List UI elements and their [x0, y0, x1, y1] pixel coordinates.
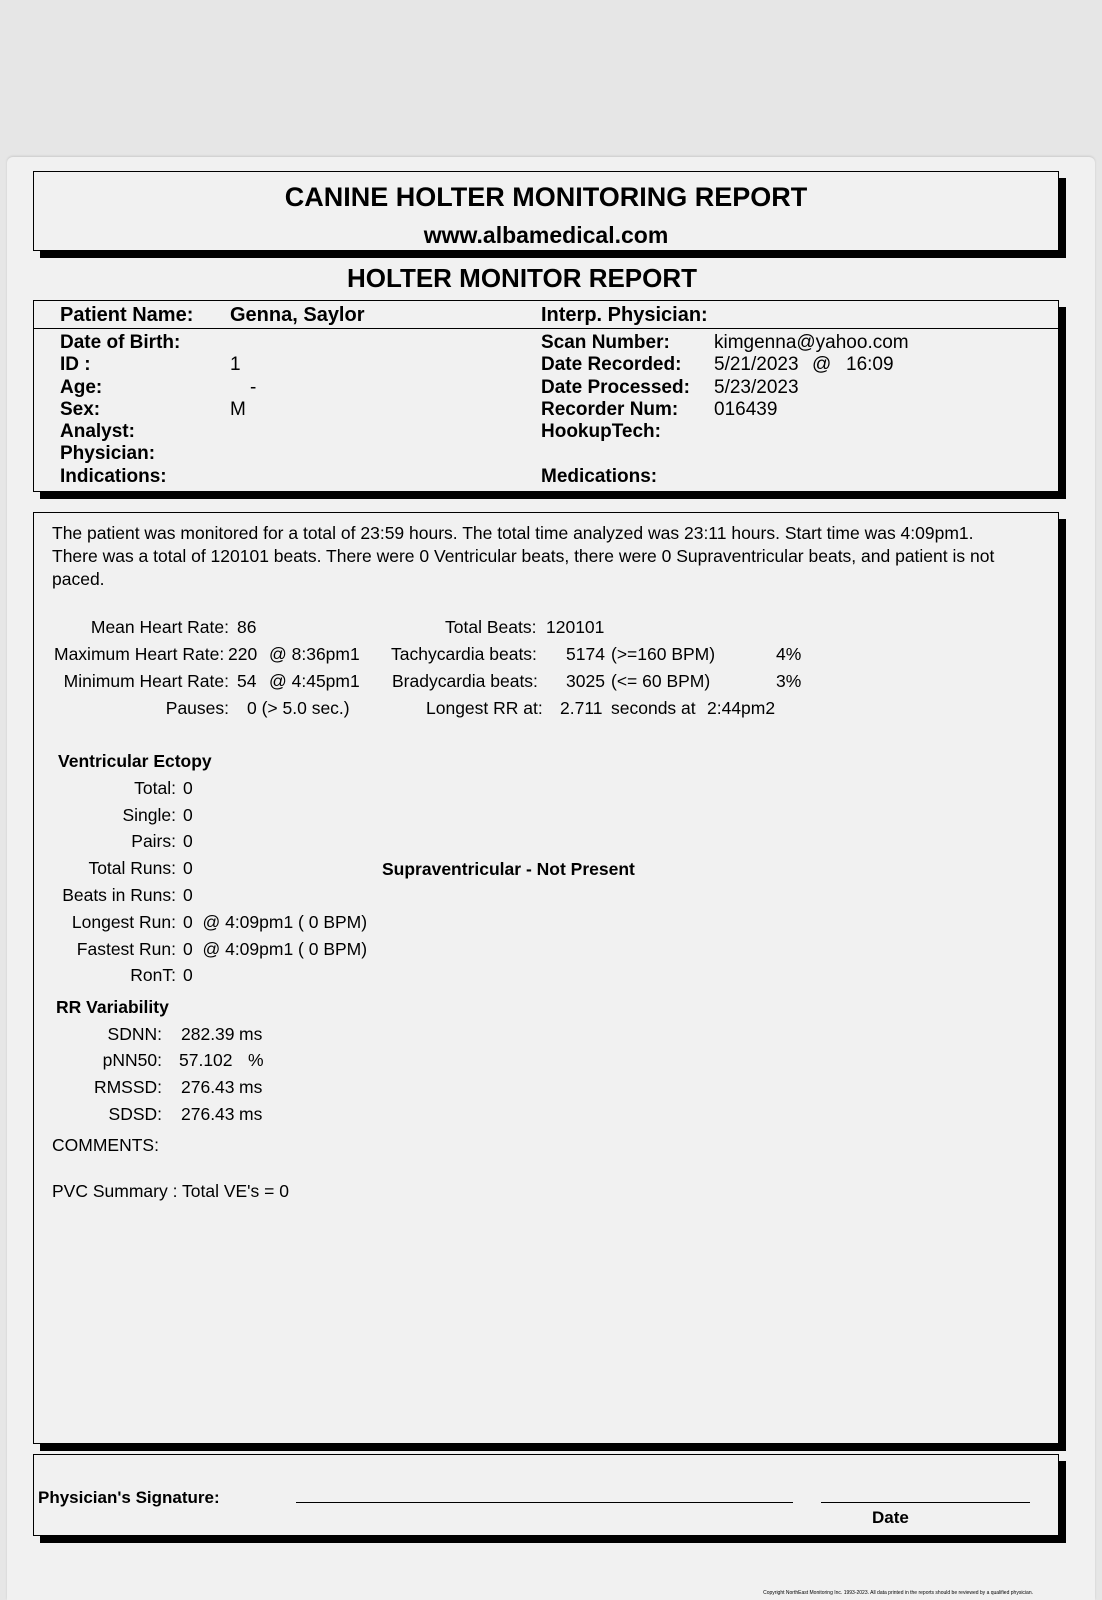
tachy-label: Tachycardia beats:	[391, 644, 537, 664]
sdsd-value: 276.43	[181, 1104, 235, 1124]
ve-ront-label: RonT:	[130, 965, 176, 985]
ve-ront-value: 0	[183, 965, 193, 985]
website-url: www.albamedical.com	[423, 222, 669, 248]
brady-value: 3025	[566, 671, 605, 691]
total-beats-label: Total Beats:	[445, 617, 537, 637]
rmssd-label: RMSSD:	[93, 1077, 162, 1097]
patient-name-value: Genna, Saylor	[230, 304, 365, 326]
mean-hr-value: 86	[237, 617, 257, 637]
ve-fastest-run-label: Fastest Run:	[76, 939, 176, 959]
patient-info-box	[33, 300, 1059, 492]
comments-label: COMMENTS:	[52, 1135, 159, 1155]
ve-total-runs-value: 0	[183, 858, 193, 878]
age-label: Age:	[60, 377, 103, 398]
recorder-num-label: Recorder Num:	[541, 399, 679, 420]
copyright-notice: Copyright NorthEast Monitoring Inc. 1993-2023. All data printed in the reports should be reviewed by a qualified physician.	[763, 1590, 1033, 1596]
sdnn-label: SDNN:	[107, 1024, 162, 1044]
brady-range: (<= 60 BPM)	[611, 671, 711, 691]
signature-box	[33, 1454, 1059, 1536]
report-subtitle: HOLTER MONITOR REPORT	[347, 263, 698, 293]
ve-single-label: Single:	[122, 805, 176, 825]
rmssd-value: 276.43	[181, 1077, 235, 1097]
pauses-value: 0 (> 5.0 sec.)	[247, 698, 350, 718]
date-recorded-time: 16:09	[846, 354, 894, 375]
physician-label: Physician:	[60, 443, 156, 464]
longest-rr-value: 2.711	[560, 698, 603, 718]
scan-number-value: kimgenna@yahoo.com	[714, 332, 909, 353]
ve-total-runs-label: Total Runs:	[88, 858, 176, 878]
tachy-value: 5174	[566, 644, 605, 664]
ve-beats-in-runs-label: Beats in Runs:	[62, 885, 176, 905]
ve-longest-run-value: 0 @ 4:09pm1 ( 0 BPM)	[183, 912, 368, 932]
max-hr-time: @ 8:36pm1	[269, 644, 360, 664]
scan-number-label: Scan Number:	[541, 332, 670, 353]
brady-percent: 3%	[776, 671, 802, 691]
rr-variability-heading: RR Variability	[56, 997, 169, 1017]
date-line[interactable]	[821, 1502, 1030, 1503]
ve-fastest-run-value: 0 @ 4:09pm1 ( 0 BPM)	[183, 939, 368, 959]
pvc-summary: PVC Summary : Total VE's = 0	[52, 1181, 289, 1201]
tachy-percent: 4%	[776, 644, 802, 664]
pnn50-label: pNN50:	[102, 1050, 162, 1070]
date-recorded-label: Date Recorded:	[541, 354, 682, 375]
longest-rr-label: Longest RR at:	[426, 698, 543, 718]
total-beats-value: 120101	[546, 617, 605, 637]
pnn50-unit: %	[248, 1050, 264, 1070]
date-recorded-at: @	[812, 354, 832, 375]
signature-line[interactable]	[296, 1502, 793, 1503]
longest-rr-time: 2:44pm2	[707, 698, 776, 718]
report-page	[7, 157, 1095, 1600]
ve-total-label: Total:	[134, 778, 176, 798]
summary-narrative: The patient was monitored for a total of 23:59 hours. The total time analyzed was 23:11 hours. Start time was 4:09pm1. There was a total of 120101 beats. There were 0 Ventricular beats, there were 0 Supraventricular beats, and patient is not paced.	[52, 523, 995, 589]
pauses-label: Pauses:	[165, 698, 229, 718]
sdsd-unit: ms	[239, 1104, 263, 1124]
supraventricular-status: Supraventricular - Not Present	[382, 859, 635, 879]
sex-value: M	[230, 399, 246, 420]
ve-pairs-value: 0	[183, 831, 193, 851]
date-recorded-value: 5/21/2023	[714, 354, 799, 375]
ve-total-value: 0	[183, 778, 193, 798]
dob-label: Date of Birth:	[60, 332, 181, 353]
sdsd-label: SDSD:	[108, 1104, 162, 1124]
brady-label: Bradycardia beats:	[392, 671, 538, 691]
date-processed-label: Date Processed:	[541, 377, 690, 398]
tachy-range: (>=160 BPM)	[611, 644, 716, 664]
ve-single-value: 0	[183, 805, 193, 825]
summary-box	[33, 512, 1059, 1444]
max-hr-value: 220	[228, 644, 258, 664]
id-value: 1	[230, 354, 241, 375]
report-title: CANINE HOLTER MONITORING REPORT	[284, 182, 808, 212]
pnn50-value: 57.102	[179, 1050, 233, 1070]
min-hr-value: 54	[237, 671, 257, 691]
physician-signature-label: Physician's Signature:	[38, 1488, 220, 1507]
mean-hr-label: Mean Heart Rate:	[90, 617, 229, 637]
report-header	[33, 171, 1059, 251]
sdnn-value: 282.39	[181, 1024, 235, 1044]
age-value: -	[250, 377, 257, 398]
rmssd-unit: ms	[239, 1077, 263, 1097]
date-processed-value: 5/23/2023	[714, 377, 799, 398]
date-label: Date	[872, 1508, 909, 1527]
patient-name-label: Patient Name:	[60, 304, 194, 326]
indications-label: Indications:	[60, 466, 167, 487]
ventricular-heading: Ventricular Ectopy	[58, 751, 212, 771]
longest-rr-unit: seconds at	[611, 698, 696, 718]
min-hr-label: Minimum Heart Rate:	[63, 671, 229, 691]
analyst-label: Analyst:	[60, 421, 135, 442]
sex-label: Sex:	[60, 399, 101, 420]
patient-divider	[34, 328, 1058, 329]
id-label: ID :	[60, 354, 91, 375]
ve-pairs-label: Pairs:	[131, 831, 176, 851]
min-hr-time: @ 4:45pm1	[269, 671, 360, 691]
max-hr-label: Maximum Heart Rate:	[54, 644, 225, 664]
hookup-tech-label: HookupTech:	[541, 421, 661, 442]
ve-longest-run-label: Longest Run:	[71, 912, 176, 932]
ve-beats-in-runs-value: 0	[183, 885, 193, 905]
sdnn-unit: ms	[239, 1024, 263, 1044]
medications-label: Medications:	[541, 466, 658, 487]
recorder-num-value: 016439	[714, 399, 778, 420]
interp-physician-label: Interp. Physician:	[541, 304, 708, 326]
